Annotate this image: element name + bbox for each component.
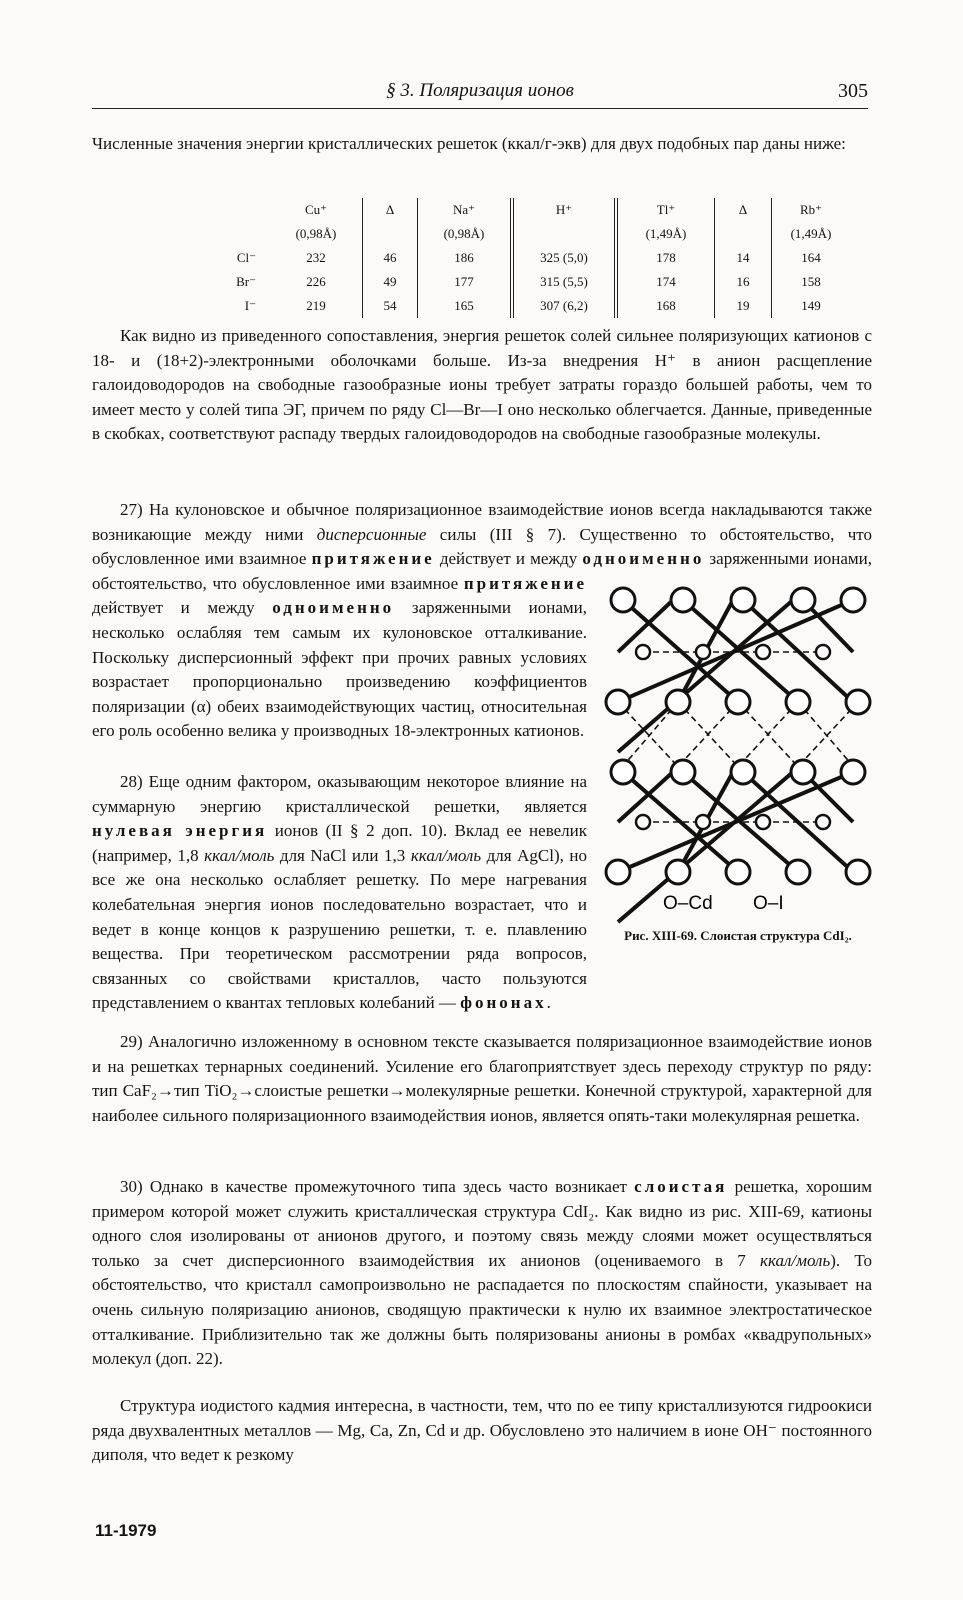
iodine-atoms <box>606 588 870 884</box>
p27-col-text: заряженными ионами, несколько ослабляя тем самым их кулоновское отталкивание. Поскольку дисперсионный эффект при прочих равных условиях возрастает пропорционально произведению коэффициентов поляризации (α) обеих взаимодействующих частиц, относительная его роль особенно велика у производных 18-электронных катионов. <box>92 598 587 741</box>
paragraph-27-column <box>92 572 587 768</box>
running-header <box>92 78 868 109</box>
p27-text: силы (III § 7). Существенно то обстоятельство, что обусловленное ими взаимное <box>92 524 872 569</box>
p27-col-text: действует и между <box>92 598 273 618</box>
table-cell: 226 <box>306 274 326 289</box>
p27-text: действует и между <box>434 549 583 569</box>
table-row <box>196 294 850 318</box>
p27-text: заряженными ионами, <box>709 549 872 569</box>
table-subheader-cell: (1,49Å) <box>772 222 851 246</box>
cadmium-atoms <box>636 645 830 829</box>
table-cell: 158 <box>772 270 851 294</box>
table-header-cell: Rb⁺ <box>772 198 851 222</box>
table-header-row <box>196 198 850 222</box>
p28-unit: ккал/моль <box>204 845 275 865</box>
table-cell: 315 (5,5) <box>512 270 616 294</box>
p28-text: ионов (II § 2 доп. 10). Вклад ее невелик (например, 1,8 <box>92 821 588 865</box>
table-cell: 19 <box>715 294 772 318</box>
p28-spaced-zero-energy: нулевая энергия <box>92 821 268 841</box>
table-subheader-cell <box>512 222 616 246</box>
section-title: § 3. Поляризация ионов <box>386 80 574 101</box>
table-cell: 325 (5,0) <box>512 246 616 270</box>
table-cell: 174 <box>616 270 715 294</box>
table-cell: 16 <box>715 270 772 294</box>
paragraph-29: 29) Аналогично изложенному в основном тексте сказывается поляризационное взаимодействие ионов и на решетках тернарных соединений. Усиление его благоприятствует здесь переходу структур по ряду: тип CaF₂→тип TiO₂→слоистые решетки→молекулярные решетки. Конечной структурой, характерной для наиболее сильного поляризационного взаимодействия ионов, является опять-таки молекулярная решетка. <box>92 1032 872 1125</box>
table-cell: 149 <box>772 294 851 318</box>
p30-unit: ккал/моль <box>760 1250 831 1270</box>
table-row <box>196 246 850 270</box>
paragraph-27 <box>92 498 872 572</box>
paragraph-30 <box>92 1175 872 1372</box>
table-subheader-cell: (1,49Å) <box>616 222 715 246</box>
table-row-label: I⁻ <box>244 298 256 313</box>
table-header-cell <box>196 198 270 222</box>
p27-col-text: обстоятельство, что обусловленное ими взаимное <box>92 573 459 593</box>
cdi2-structure-figure <box>603 582 873 954</box>
legend-cd: O–Cd <box>663 893 713 914</box>
table-subheader-cell: (0,98Å) <box>418 222 513 246</box>
intro-paragraph: Численные значения энергии кристаллических решеток (ккал/г-экв) для двух подобных пар даны ниже: <box>92 134 846 153</box>
table-cell: 164 <box>772 246 851 270</box>
table-cell: 307 (6,2) <box>512 294 616 318</box>
paragraph-comparison: Как видно из приведенного сопоставления, энергия решеток солей сильнее поляризующих катионов с 18- и (18+2)-электронными оболочками больше. Из-за внедрения H⁺ в анион расщепление галоидоводородов на свободные газообразные ионы требует затраты гораздо большей работы, чем то имеет место у солей типа ЭГ, причем по ряду Cl—Br—I оно несколько облегчается. Данные, приведенные в скобках, соответствуют распаду твердых галоидоводородов на свободные газообразные молекулы. <box>92 326 872 444</box>
table-row-label: Br⁻ <box>236 274 256 289</box>
page-number: 305 <box>838 80 868 102</box>
paragraph-28 <box>92 770 587 1016</box>
p27-spaced-attraction: притяжение <box>311 549 435 569</box>
p27-col-spaced: притяжение <box>463 573 587 593</box>
p27-col-spaced: одноименно <box>272 598 395 618</box>
table-subheader-cell: (0,98Å) <box>295 226 337 241</box>
table-header-cell: Tl⁺ <box>616 198 715 222</box>
table-row <box>196 270 850 294</box>
table-cell: 46 <box>363 246 418 270</box>
table-cell: 177 <box>418 270 513 294</box>
signature-mark: 11-1979 <box>95 1521 157 1540</box>
table-cell: 168 <box>616 294 715 318</box>
table-header-cell: Δ <box>363 198 418 222</box>
p30-text: ). То обстоятельство, что кристалл самопроизвольно не распадается по плоскостям спайности, указывает на очень сильную поляризацию анионов, сводящую практически к нулю их взаимное электростатическое отталкивание. Приблизительно так же должны быть поляризованы анионы в ромбах «квадрупольных» молекул (доп. 22). <box>92 1250 872 1369</box>
table-cell: 165 <box>418 294 513 318</box>
table-subheader-row <box>196 222 850 246</box>
figure-caption: Рис. XIII-69. Слоистая структура CdI₂. <box>624 928 852 943</box>
table-header-cell: Na⁺ <box>418 198 513 222</box>
lattice-energy-table <box>196 198 850 318</box>
table-subheader-cell <box>196 222 270 246</box>
p28-text: . <box>546 993 551 1013</box>
table-cell: 14 <box>715 246 772 270</box>
table-cell: 219 <box>306 298 326 313</box>
p27-spaced-same-charge: одноименно <box>582 549 705 569</box>
p28-unit: ккал/моль <box>410 845 482 865</box>
p28-spaced-phonons: фононах <box>460 993 547 1013</box>
table-header-cell: H⁺ <box>512 198 616 222</box>
table-cell: 232 <box>306 250 326 265</box>
p28-text: 28) Еще одним фактором, оказывающим некоторое влияние на суммарную энергию кристаллической решетки, является <box>92 772 587 816</box>
p27-column-flow <box>92 572 587 744</box>
table-subheader-cell <box>715 222 772 246</box>
table-cell: 178 <box>616 246 715 270</box>
p30-text: 30) Однако в качестве промежуточного типа здесь часто возникает <box>120 1177 635 1196</box>
table-header-cell: Δ <box>715 198 772 222</box>
table-cell: 54 <box>363 294 418 318</box>
p27-term-dispersion: дисперсионные <box>316 524 427 544</box>
legend-i: O–I <box>753 893 784 914</box>
table-cell: 49 <box>363 270 418 294</box>
table-cell: 186 <box>418 246 513 270</box>
table-row-label: Cl⁻ <box>236 250 256 265</box>
table-header-cell: Cu⁺ <box>304 202 328 217</box>
p28-text: для AgCl), но все же она несколько ослабляет решетку. По мере нагревания колебательная энергия ионов последовательно возрастает, что и ведет в конце концов к разрушению решетки, т. е. плавлению вещества. При теоретическом рассмотрении ряда вопросов, связанных со свойствами кристаллов, часто пользуются представлением о квантах тепловых колебаний — <box>92 845 587 1013</box>
p28-text: для NaCl или 1,3 <box>274 845 411 865</box>
p30-text: решетка, хорошим примером которой может служить кристаллическая структура CdI₂. Как видно из рис. XIII-69, катионы одного слоя изолированы от анионов другого, и поэтому связь между слоями может осуществляться только за счет дисперсионного взаимодействия их анионов (оцениваемого в 7 <box>92 1177 872 1270</box>
paragraph-final: Структура иодистого кадмия интересна, в частности, тем, что по ее типу кристаллизуются гидроокиси ряда двухвалентных металлов — Mg, Ca, Zn, Cd и др. Обусловлено это наличием в ионе OH⁻ постоянного диполя, что ведет к резкому <box>92 1396 872 1465</box>
p27-text: 27) На кулоновское и обычное поляризационное взаимодействие ионов всегда накладываются также возникающие между ними <box>92 500 872 544</box>
p30-spaced-layered: слоистая <box>634 1177 728 1196</box>
table-subheader-cell <box>363 222 418 246</box>
